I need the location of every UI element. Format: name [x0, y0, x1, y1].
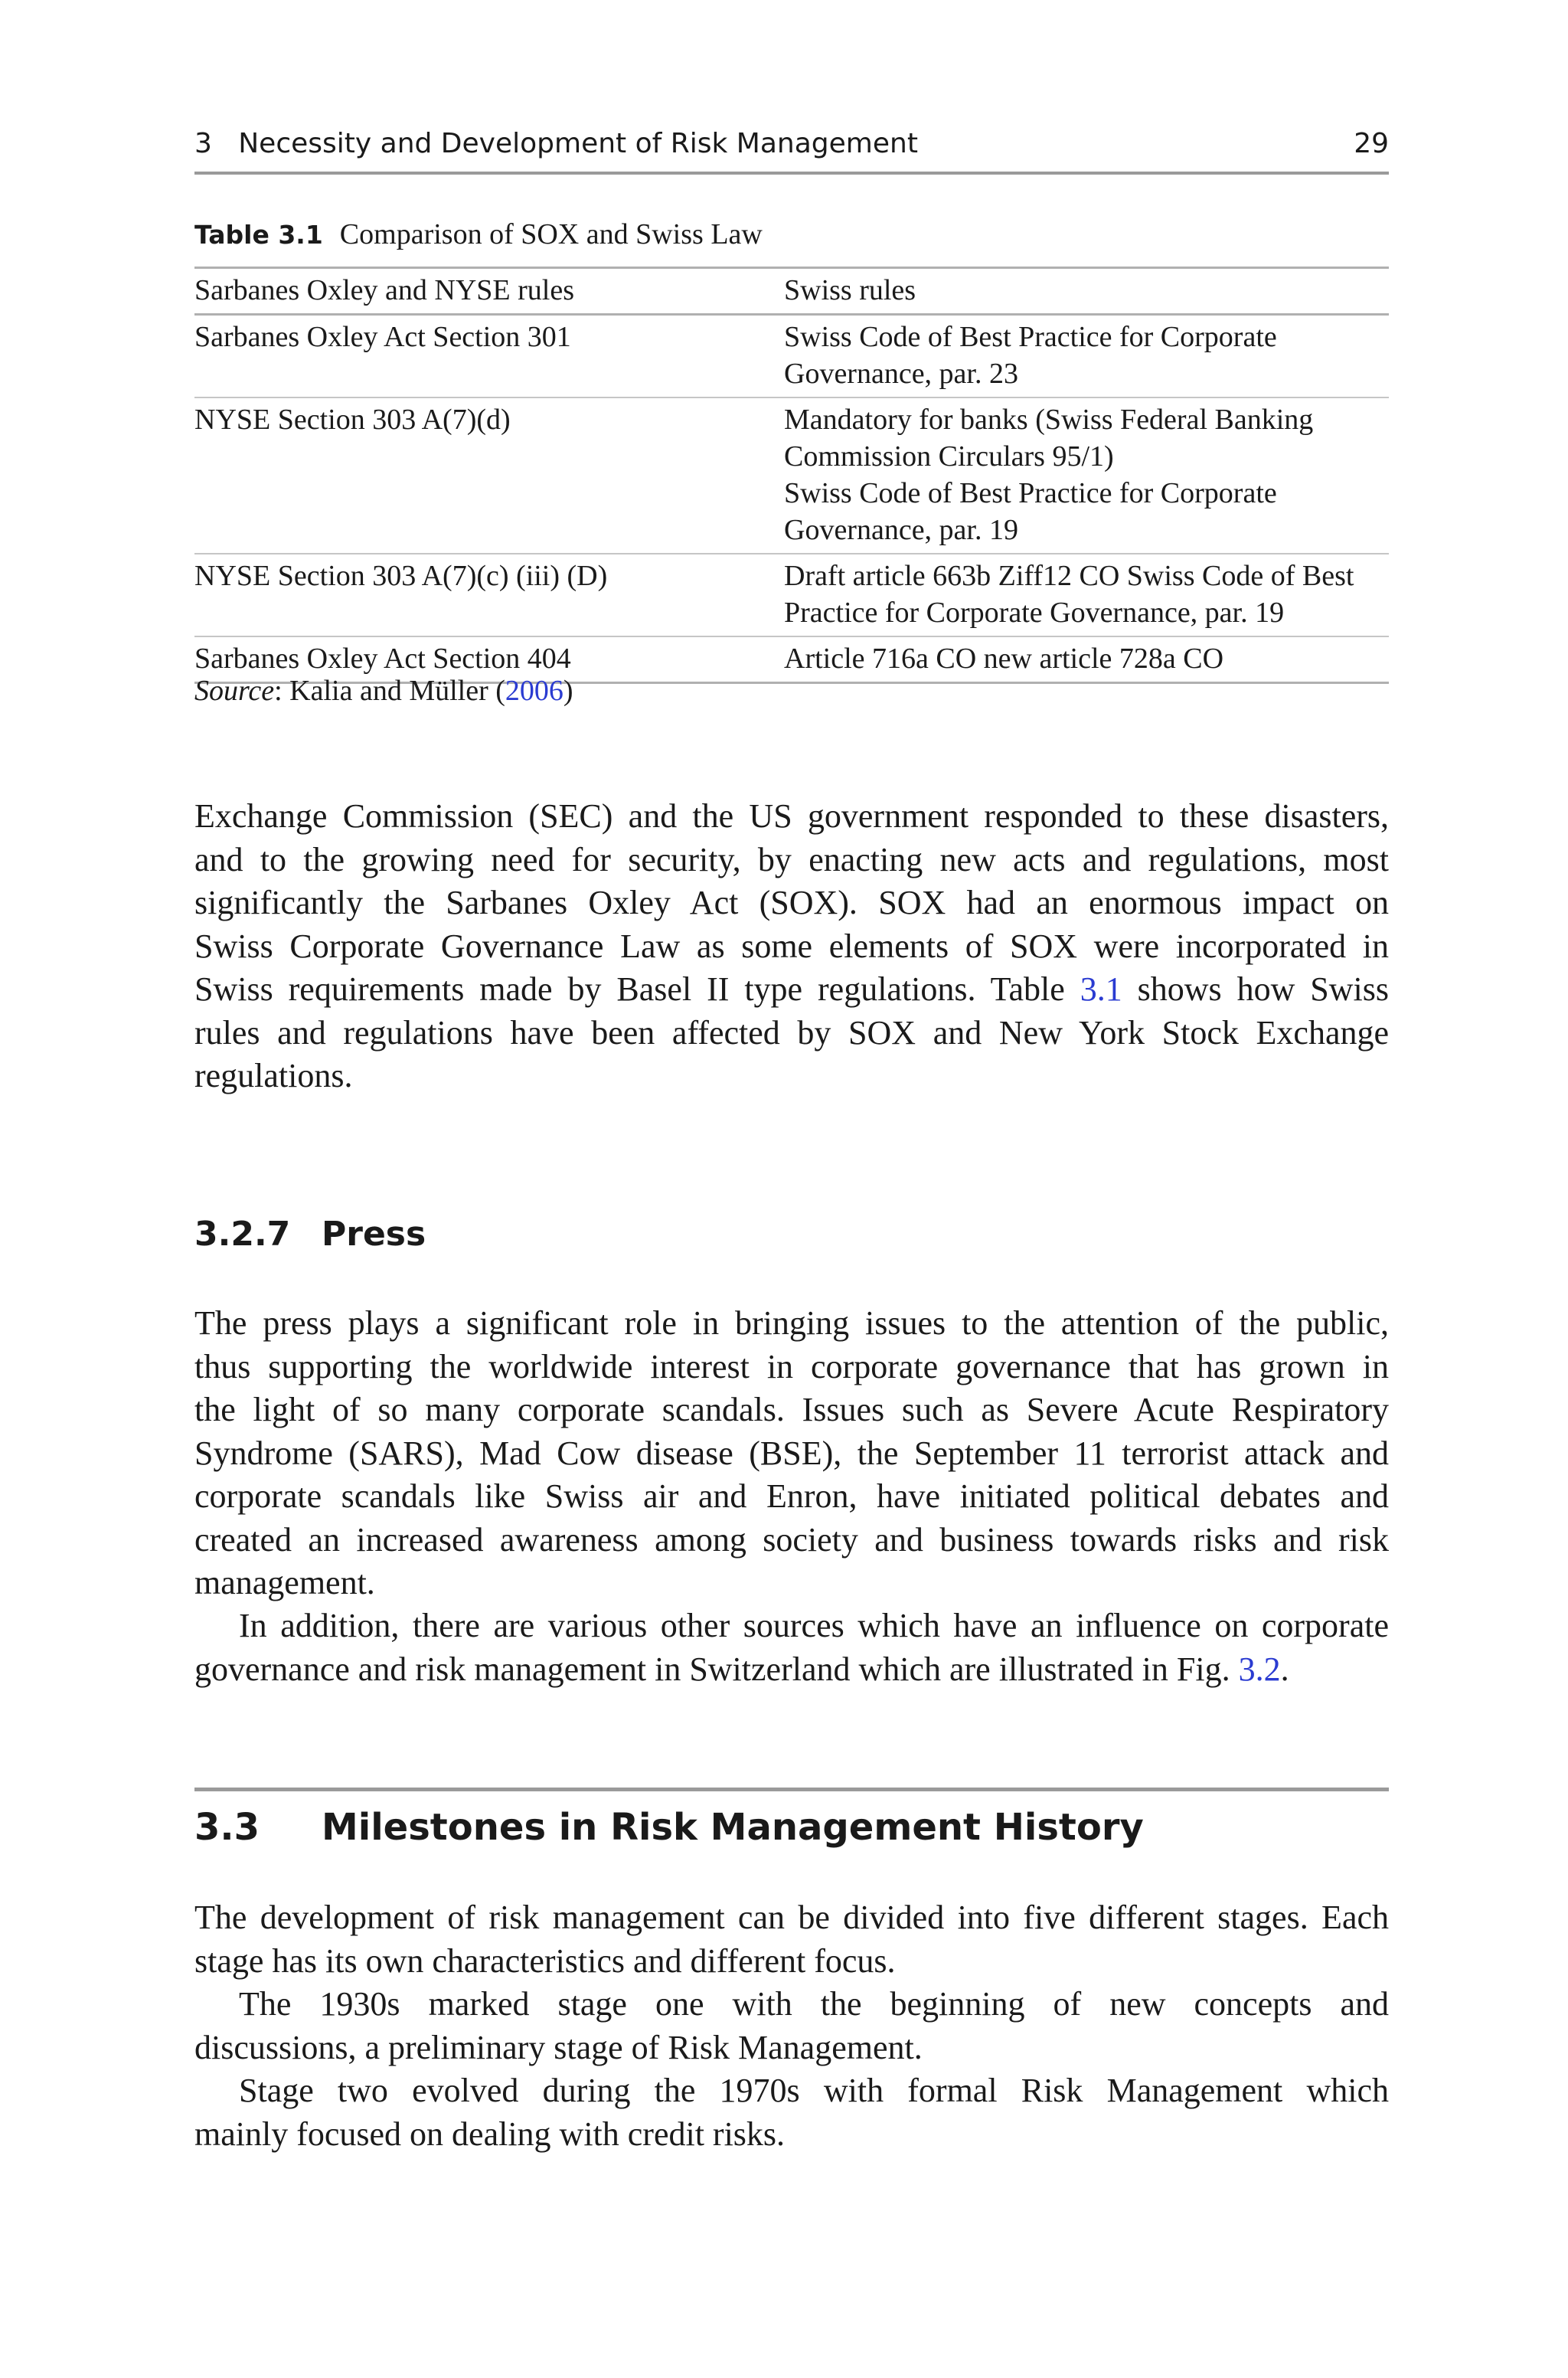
table-caption-text: Comparison of SOX and Swiss Law — [339, 218, 763, 250]
text-line — [194, 968, 1389, 1012]
cell-line: NYSE Section 303 A(7)(d) — [194, 404, 511, 436]
text-line: regulations. — [194, 1057, 353, 1094]
cell-line: Swiss Code of Best Practice for Corporate — [784, 477, 1277, 509]
table-row — [194, 315, 1389, 398]
text-line: management. — [194, 1564, 375, 1601]
text-line: stage has its own characteristics and different focus. — [194, 1941, 896, 1980]
section-number: 3.2.7 — [194, 1215, 291, 1254]
text-line: thus supporting the worldwide interest in corporate governance that has grown in — [194, 1347, 1389, 1385]
body-paragraph — [194, 1896, 1389, 1983]
running-head-chapter: 3 Necessity and Development of Risk Management — [194, 128, 918, 159]
body-paragraph — [194, 2069, 1389, 2156]
text-fragment: shows how Swiss — [1122, 970, 1389, 1008]
text-line — [194, 1648, 1389, 1692]
section-heading — [194, 1213, 426, 1256]
section-title: Milestones in Risk Management History — [322, 1806, 1144, 1849]
cell-line: Commission Circulars 95/1) — [784, 440, 1114, 473]
table-row — [194, 554, 1389, 636]
table-caption — [194, 216, 763, 254]
cell-line: Sarbanes Oxley Act Section 301 — [194, 321, 571, 353]
table-source — [194, 672, 573, 709]
source-text: : Kalia and Müller ( — [274, 675, 505, 707]
table-header-cell: Sarbanes Oxley and NYSE rules — [194, 268, 784, 315]
figure-ref-link[interactable]: 3.2 — [1238, 1650, 1281, 1688]
section-rule — [194, 1788, 1389, 1791]
table-cell — [784, 315, 1389, 398]
text-line: Swiss Corporate Governance Law as some elements of SOX were incorporated in — [194, 927, 1389, 965]
text-fragment: Swiss requirements made by Basel II type regulations. Table — [194, 970, 1080, 1008]
table-cell — [194, 315, 784, 398]
text-line: In addition, there are various other sources which have an influence on corporate — [239, 1607, 1389, 1644]
header-rule — [194, 172, 1389, 175]
text-line: mainly focused on dealing with credit risks. — [194, 2115, 786, 2153]
table-row — [194, 397, 1389, 554]
body-paragraph — [194, 1983, 1389, 2069]
section-title: Press — [322, 1215, 426, 1254]
page-number: 29 — [1354, 128, 1389, 159]
table-header-row — [194, 268, 1389, 315]
table-cell — [784, 397, 1389, 554]
table-label: Table 3.1 — [194, 220, 323, 250]
text-line: created an increased awareness among society and business towards risks and risk — [194, 1520, 1389, 1559]
text-fragment: . — [1280, 1650, 1289, 1688]
text-line: the light of so many corporate scandals. Issues such as Severe Acute Respiratory — [194, 1391, 1389, 1428]
text-line: discussions, a preliminary stage of Risk Management. — [194, 2028, 923, 2066]
text-line: corporate scandals like Swiss air and Enron, have initiated political debates and — [194, 1477, 1389, 1515]
table-cell — [784, 554, 1389, 636]
body-paragraph — [194, 1302, 1389, 1605]
table-cell — [194, 397, 784, 554]
cell-line: NYSE Section 303 A(7)(c) (iii) (D) — [194, 560, 608, 592]
table-ref-link[interactable]: 3.1 — [1080, 970, 1122, 1008]
text-line: The development of risk management can be divided into five different stages. Each — [194, 1899, 1389, 1936]
cell-line: Swiss Code of Best Practice for Corporate — [784, 321, 1277, 353]
text-line: significantly the Sarbanes Oxley Act (SOX). SOX had an enormous impact on — [194, 884, 1389, 921]
source-label: Source — [194, 675, 275, 707]
text-line: Exchange Commission (SEC) and the US government responded to these disasters, — [194, 797, 1389, 835]
cell-line: Governance, par. 23 — [784, 358, 1018, 390]
text-line: and to the growing need for security, by enacting new acts and regulations, most — [194, 840, 1389, 878]
table-cell — [784, 636, 1389, 683]
cell-line: Sarbanes Oxley Act Section 404 — [194, 643, 571, 675]
text-line: Stage two evolved during the 1970s with formal Risk Management which — [239, 2072, 1389, 2109]
table-header-cell: Swiss rules — [784, 268, 1389, 315]
body-paragraph — [194, 1604, 1389, 1691]
running-head — [194, 123, 1389, 168]
cell-line: Governance, par. 19 — [784, 514, 1018, 546]
table-cell — [194, 554, 784, 636]
text-line: rules and regulations have been affected by SOX and New York Stock Exchange — [194, 1013, 1389, 1052]
cell-line: Article 716a CO new article 728a CO — [784, 643, 1224, 675]
citation-link[interactable]: 2006 — [505, 675, 564, 707]
text-line: Syndrome (SARS), Mad Cow disease (BSE), the September 11 terrorist attack and — [194, 1434, 1389, 1472]
body-paragraph — [194, 795, 1389, 1098]
cell-line: Mandatory for banks (Swiss Federal Banking — [784, 404, 1314, 436]
text-line: The press plays a significant role in bringing issues to the attention of the public, — [194, 1304, 1389, 1342]
text-fragment: governance and risk management in Switzerland which are illustrated in Fig. — [194, 1650, 1239, 1688]
cell-line: Practice for Corporate Governance, par. 19 — [784, 597, 1285, 629]
comparison-table — [194, 267, 1389, 684]
text-line: The 1930s marked stage one with the beginning of new concepts and — [239, 1985, 1389, 2023]
source-close: ) — [563, 675, 573, 707]
section-number: 3.3 — [194, 1806, 260, 1849]
cell-line: Draft article 663b Ziff12 CO Swiss Code of Best — [784, 560, 1354, 592]
section-heading — [194, 1804, 1144, 1850]
